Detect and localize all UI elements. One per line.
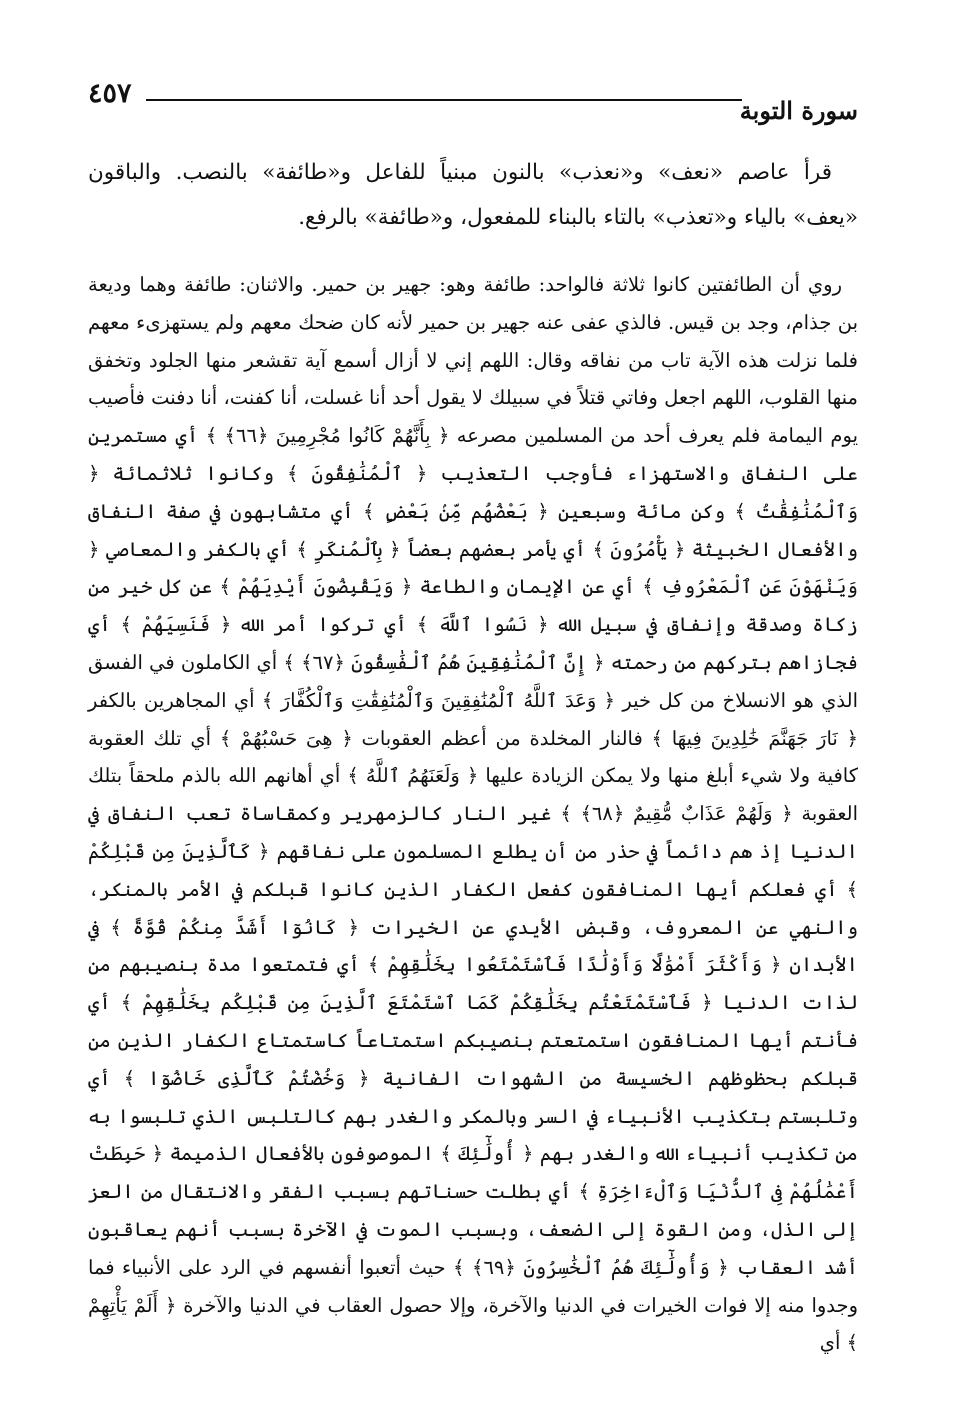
surah-name: سورة التوبة <box>739 96 858 125</box>
page-header <box>88 78 858 125</box>
readings-paragraph: قرأ عاصم «نعف» و«نعذب» بالنون مبنياً للفاعل و«طائفة» بالنصب. والباقون «يعف» بالياء و«تعذب» بالتاء بالبناء للمفعول، و«طائفة» بالرفع. <box>88 160 858 230</box>
tafsir-section <box>88 266 858 1362</box>
header-rule <box>146 99 742 101</box>
page-number: ٤٥٧ <box>88 78 132 109</box>
tafsir-paragraph: روي أن الطائفتين كانوا ثلاثة فالواحد: طائفة وهو: جهير بن حمير. والاثنان: طائفة وهما وديعة بن جذام، وجد بن قيس. فالذي عفى عنه جهير بن حمير لأنه كان ضحك معهم ولم يستهزىء معهم فلما نزلت هذه الآية تاب من نفاقه وقال: اللهم إني لا أزال أسمع آية تقشعر منها الجلود وتخفق منها القلوب، اللهم اجعل وفاتي قتلاً في سبيلك لا يقول أحد أنا غسلت، أنا كفنت، أنا دفنت فأصيب يوم اليمامة فلم يعرف أحد من المسلمين مصرعه ﴿ بِأَنَّهُمْ كَانُوا مُجْرِمِينَ ﴿٦٦﴾ ﴾ أي مستمرين على النفاق والاستهزاء فأوجب التعذيب ﴿ ٱلْمُنَٰفِقُونَ ﴾ وكانوا ثلاثمائة ﴿ وَٱلْمُنَٰفِقَٰتُ ﴾ وكن مائة وسبعين ﴿ بَعْضُهُم مِّنۢ بَعْضٍ ﴾ أي متشابهون في صفة النفاق والأفعال الخبيثة ﴿ يَأْمُرُونَ ﴾ أي يأمر بعضهم بعضاً ﴿ بِٱلْمُنكَرِ ﴾ أي بالكفر والمعاصي ﴿ وَيَنْهَوْنَ عَنِ ٱلْمَعْرُوفِ ﴾ أي عن الإيمان والطاعة ﴿ وَيَقْبِضُونَ أَيْدِيَهُمْ ﴾ عن كل خير من زكاة وصدقة وإنفاق في سبيل الله ﴿ نَسُوا ٱللَّهَ ﴾ أي تركوا أمر الله ﴿ فَنَسِيَهُمْ ﴾ أي فجازاهم بتركهم من رحمته ﴿ إِنَّ ٱلْمُنَٰفِقِينَ هُمُ ٱلْفَٰسِقُونَ ﴿٦٧﴾ ﴾ أي الكاملون في الفسق الذي هو الانسلاخ من كل خير ﴿ وَعَدَ ٱللَّهُ ٱلْمُنَٰفِقِينَ وَٱلْمُنَٰفِقَٰتِ وَٱلْكُفَّارَ ﴾ أي المجاهرين بالكفر ﴿ نَارَ جَهَنَّمَ خَٰلِدِينَ فِيهَا ﴾ فالنار المخلدة من أعظم العقوبات ﴿ هِىَ حَسْبُهُمْ ﴾ أي تلك العقوبة كافية ولا شيء أبلغ منها ولا يمكن الزيادة عليها ﴿ وَلَعَنَهُمُ ٱللَّهُ ﴾ أي أهانهم الله بالذم ملحقاً بتلك العقوبة ﴿ وَلَهُمْ عَذَابٌ مُّقِيمٌ ﴿٦٨﴾ ﴾ غير النار كالزمهرير وكمقاساة تعب النفاق في الدنيا إذ هم دائماً في حذر من أن يطلع المسلمون على نفاقهم ﴿ كَٱلَّذِينَ مِن قَبْلِكُمْ ﴾ أي فعلكم أيها المنافقون كفعل الكفار الذين كانوا قبلكم في الأمر بالمنكر، والنهي عن المعروف، وقبض الأيدي عن الخيرات ﴿ كَانُوٓا أَشَدَّ مِنكُمْ قُوَّةً ﴾ في الأبدان ﴿ وَأَكْثَرَ أَمْوَٰلًا وَأَوْلَٰدًا فَٱسْتَمْتَعُوا بِخَلَٰقِهِمْ ﴾ أي فتمتعوا مدة بنصيبهم من لذات الدنيا ﴿ فَٱسْتَمْتَعْتُم بِخَلَٰقِكُمْ كَمَا ٱسْتَمْتَعَ ٱلَّذِينَ مِن قَبْلِكُم بِخَلَٰقِهِمْ ﴾ أي فأنتم أيها المنافقون استمتعتم بنصيبكم استمتاعاً كاستمتاع الكفار الذين من قبلكم بحظوظهم الخسيسة من الشهوات الفانية ﴿ وَخُضْتُمْ كَٱلَّذِى خَاضُوٓا ﴾ أي وتلبستم بتكذيب الأنبياء في السر وبالمكر والغدر بهم كالتلبس الذي تلبسوا به من تكذيب أنبياء الله والغدر بهم ﴿ أُولَٰٓئِكَ ﴾ الموصوفون بالأفعال الذميمة ﴿ حَبِطَتْ أَعْمَٰلُهُمْ فِى ٱلدُّنْيَا وَٱلْءَاخِرَةِ ﴾ أي بطلت حسناتهم بسبب الفقر والانتقال من العز إلى الذل، ومن القوة إلى الضعف، وبسبب الموت في الآخرة بسبب أنهم يعاقبون أشد العقاب ﴿ وَأُولَٰٓئِكَ هُمُ ٱلْخَٰسِرُونَ ﴿٦٩﴾ ﴾ حيث أتعبوا أنفسهم في الرد على الأنبياء فما وجدوا منه إلا فوات الخيرات في الدنيا والآخرة، وإلا حصول العقاب في الدنيا والآخرة ﴿ أَلَمْ يَأْتِهِمْ ﴾ أي <box>88 273 859 1355</box>
readings-section <box>88 150 858 240</box>
